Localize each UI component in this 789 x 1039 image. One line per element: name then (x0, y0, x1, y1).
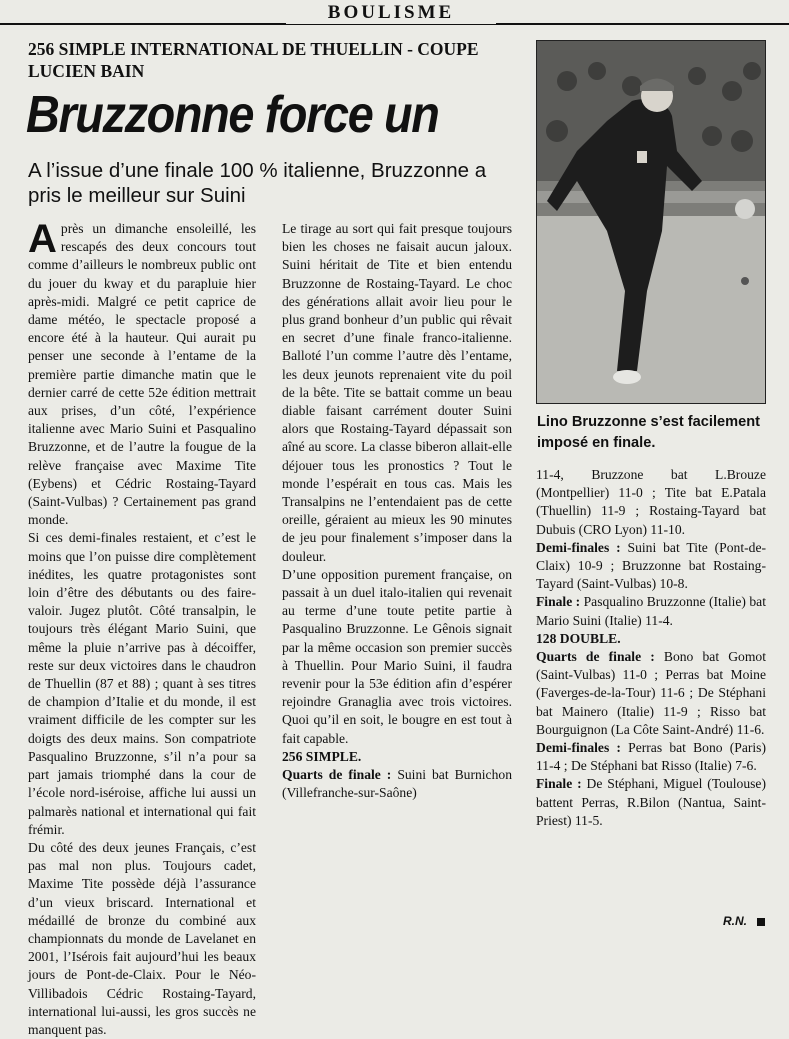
author-credit: R.N. (723, 914, 765, 928)
player-photo (536, 40, 766, 404)
boules-player-illustration (537, 41, 765, 403)
section-rubric: BOULISME (286, 2, 496, 24)
headline: Bruzzonne force un (26, 86, 439, 144)
paragraph-4: Le tirage au sort qui fait presque toujours bien les choses ne faisait aucun jaloux. Suini héritait de Tite et bien entendu Bruzzonne de Rostaing-Tayard. Le choc des générations allait avoir lieu pour le plus grand bonheur d’un public qui rêvait en secret d’une finale franco-italienne. Balloté l’un comme l’autre dès l’entame, les deux jeunots reprenaient vite du poil de la bête. Tite se battait comme un beau diable faisant carrément douter Suini alors que Rostaing-Tayard dépassait son aîné au score. La classe biberon allait-elle déjouer tous les pronostics ? Tout le monde l’espérait en tous cas. Mais les Transalpins ne l’entendaient pas de cette oreille, géraient au mieux les 90 minutes de jeu pour finalement s’imposer dans la douleur. (282, 221, 512, 564)
simple-quarts: Quarts de finale : Suini bat Burnichon (Villefranche-sur-Saône) (282, 767, 512, 801)
article-column-2 (282, 220, 512, 803)
double-demi: Demi-finales : Perras bat Bono (Paris) 11-4 ; De Stéphani bat Risso (Italie) 7-6. (536, 740, 767, 774)
paragraph-2: Si ces demi-finales restaient, et c’est le moins que l’on puisse dire complètement inédites, les quatre protagonistes sont loin d’être des débutants ou des faire-valoir. Jugez plutôt. Côté transalpin, le toujours très élégant Mario Suini, que même la pluie n’arrive pas à décoiffer, reste sur deux victoires dans le chaudron de Thuellin (87 et 88) ; quant à ses titres de champion d’Italie et du monde, il est vraiment difficile de les compter sur les doigts des deux mains. Son compatriote Pasqualino Bruzzonne, s’il n’a pour sa part jamais triomphé dans la cour de l’école nord-iséroise, affiche lui aussi un palmarès national et international qui fait frémir. (28, 530, 256, 837)
simple-results-heading: 256 SIMPLE. (282, 748, 362, 764)
results-column (536, 466, 766, 830)
paragraph-1: Après un dimanche ensoleillé, les rescapés des deux concours tout comme d’ailleurs le nombreux public ont du jouer du kway et du parapluie hier après-midi. Malgré ce petit caprice de dame météo, le spectacle proposé a encore été à la hauteur. Qui aurait pu penser une seconde à l’entame de la première partie dimanche matin que le dernier carré de cette 52e édition mettrait aux prises, d’un côté, l’expérience italienne avec Mario Suini et Pasqualino Bruzzonne, et de l’autre la fougue de la relève française avec Maxime Tite (Eybens) et Cédric Rostaing-Tayard (Saint-Vulbas) ? Certainement pas grand monde. (28, 217, 256, 528)
end-mark-icon (757, 918, 765, 926)
paragraph-5: D’une opposition purement française, on passait à un duel italo-italien qui revenait au terme d’une toute petite partie à Pasqualino Bruzzonne. Le Gênois signait par la même occasion son premier succès à Thuellin. Pour Mario Suini, il faudra revenir pour la 53e édition afin d’espérer rejoindre Granaglia avec trois victoires. Quoi qu’il en soit, le bougre en est tout à fait capable. (282, 566, 512, 746)
event-kicker: 256 SIMPLE INTERNATIONAL DE THUELLIN - COUPE LUCIEN BAIN (28, 39, 479, 81)
subheadline: A l’issue d’une finale 100 % italienne, Bruzzonne a pris le meilleur sur Suini (28, 159, 487, 207)
double-results-heading: 128 DOUBLE. (536, 630, 621, 646)
dropcap: A (28, 217, 57, 261)
double-quarts: Quarts de finale : Bono bat Gomot (Saint-Vulbas) 11-0 ; Perras bat Moine (Faverges-de-la-Tour) 11-6 ; De Stéphani bat Mainero (Italie) 11-9 ; Risso bat Bourguignon (La Côte Saint-André) 11-6. (536, 649, 766, 737)
photo-caption: Lino Bruzzonne s’est facilement imposé en finale. (537, 414, 760, 451)
double-finale: Finale : De Stéphani, Miguel (Toulouse) battent Perras, R.Bilon (Nantua, Saint-Priest) 11-5. (536, 776, 766, 828)
simple-finale: Finale : Pasqualino Bruzzonne (Italie) bat Mario Suini (Italie) 11-4. (536, 594, 766, 628)
simple-quarts-continued: 11-4, Bruzzone bat L.Brouze (Montpellier) 11-0 ; Tite bat E.Patala (Thuellin) 11-9 ; Rostaing-Tayard bat Dubuis (CRO Lyon) 11-10. (536, 467, 766, 537)
paragraph-3a: Du côté des deux jeunes Français, c’est pas mal non plus. Toujours cadet, Maxime Tite possède déjà l’assurance d’un vieux briscard. International et médaillé de bronze du combiné aux championnats du monde de Lavelanet en 2001, l’Isérois fait aujourd’hui les beaux jours de Pont-de-Claix. Pour le Néo-Villibadois Cédric Rostaing-Tayard, international lui-aussi, les gros succès ne manquent pas. (28, 839, 256, 1037)
simple-demi: Demi-finales : Suini bat Tite (Pont-de-Claix) 10-9 ; Bruzzonne bat Rostaing-Tayard (Saint-Vulbas) 10-8. (536, 539, 766, 592)
article-column-1 (28, 217, 256, 1039)
